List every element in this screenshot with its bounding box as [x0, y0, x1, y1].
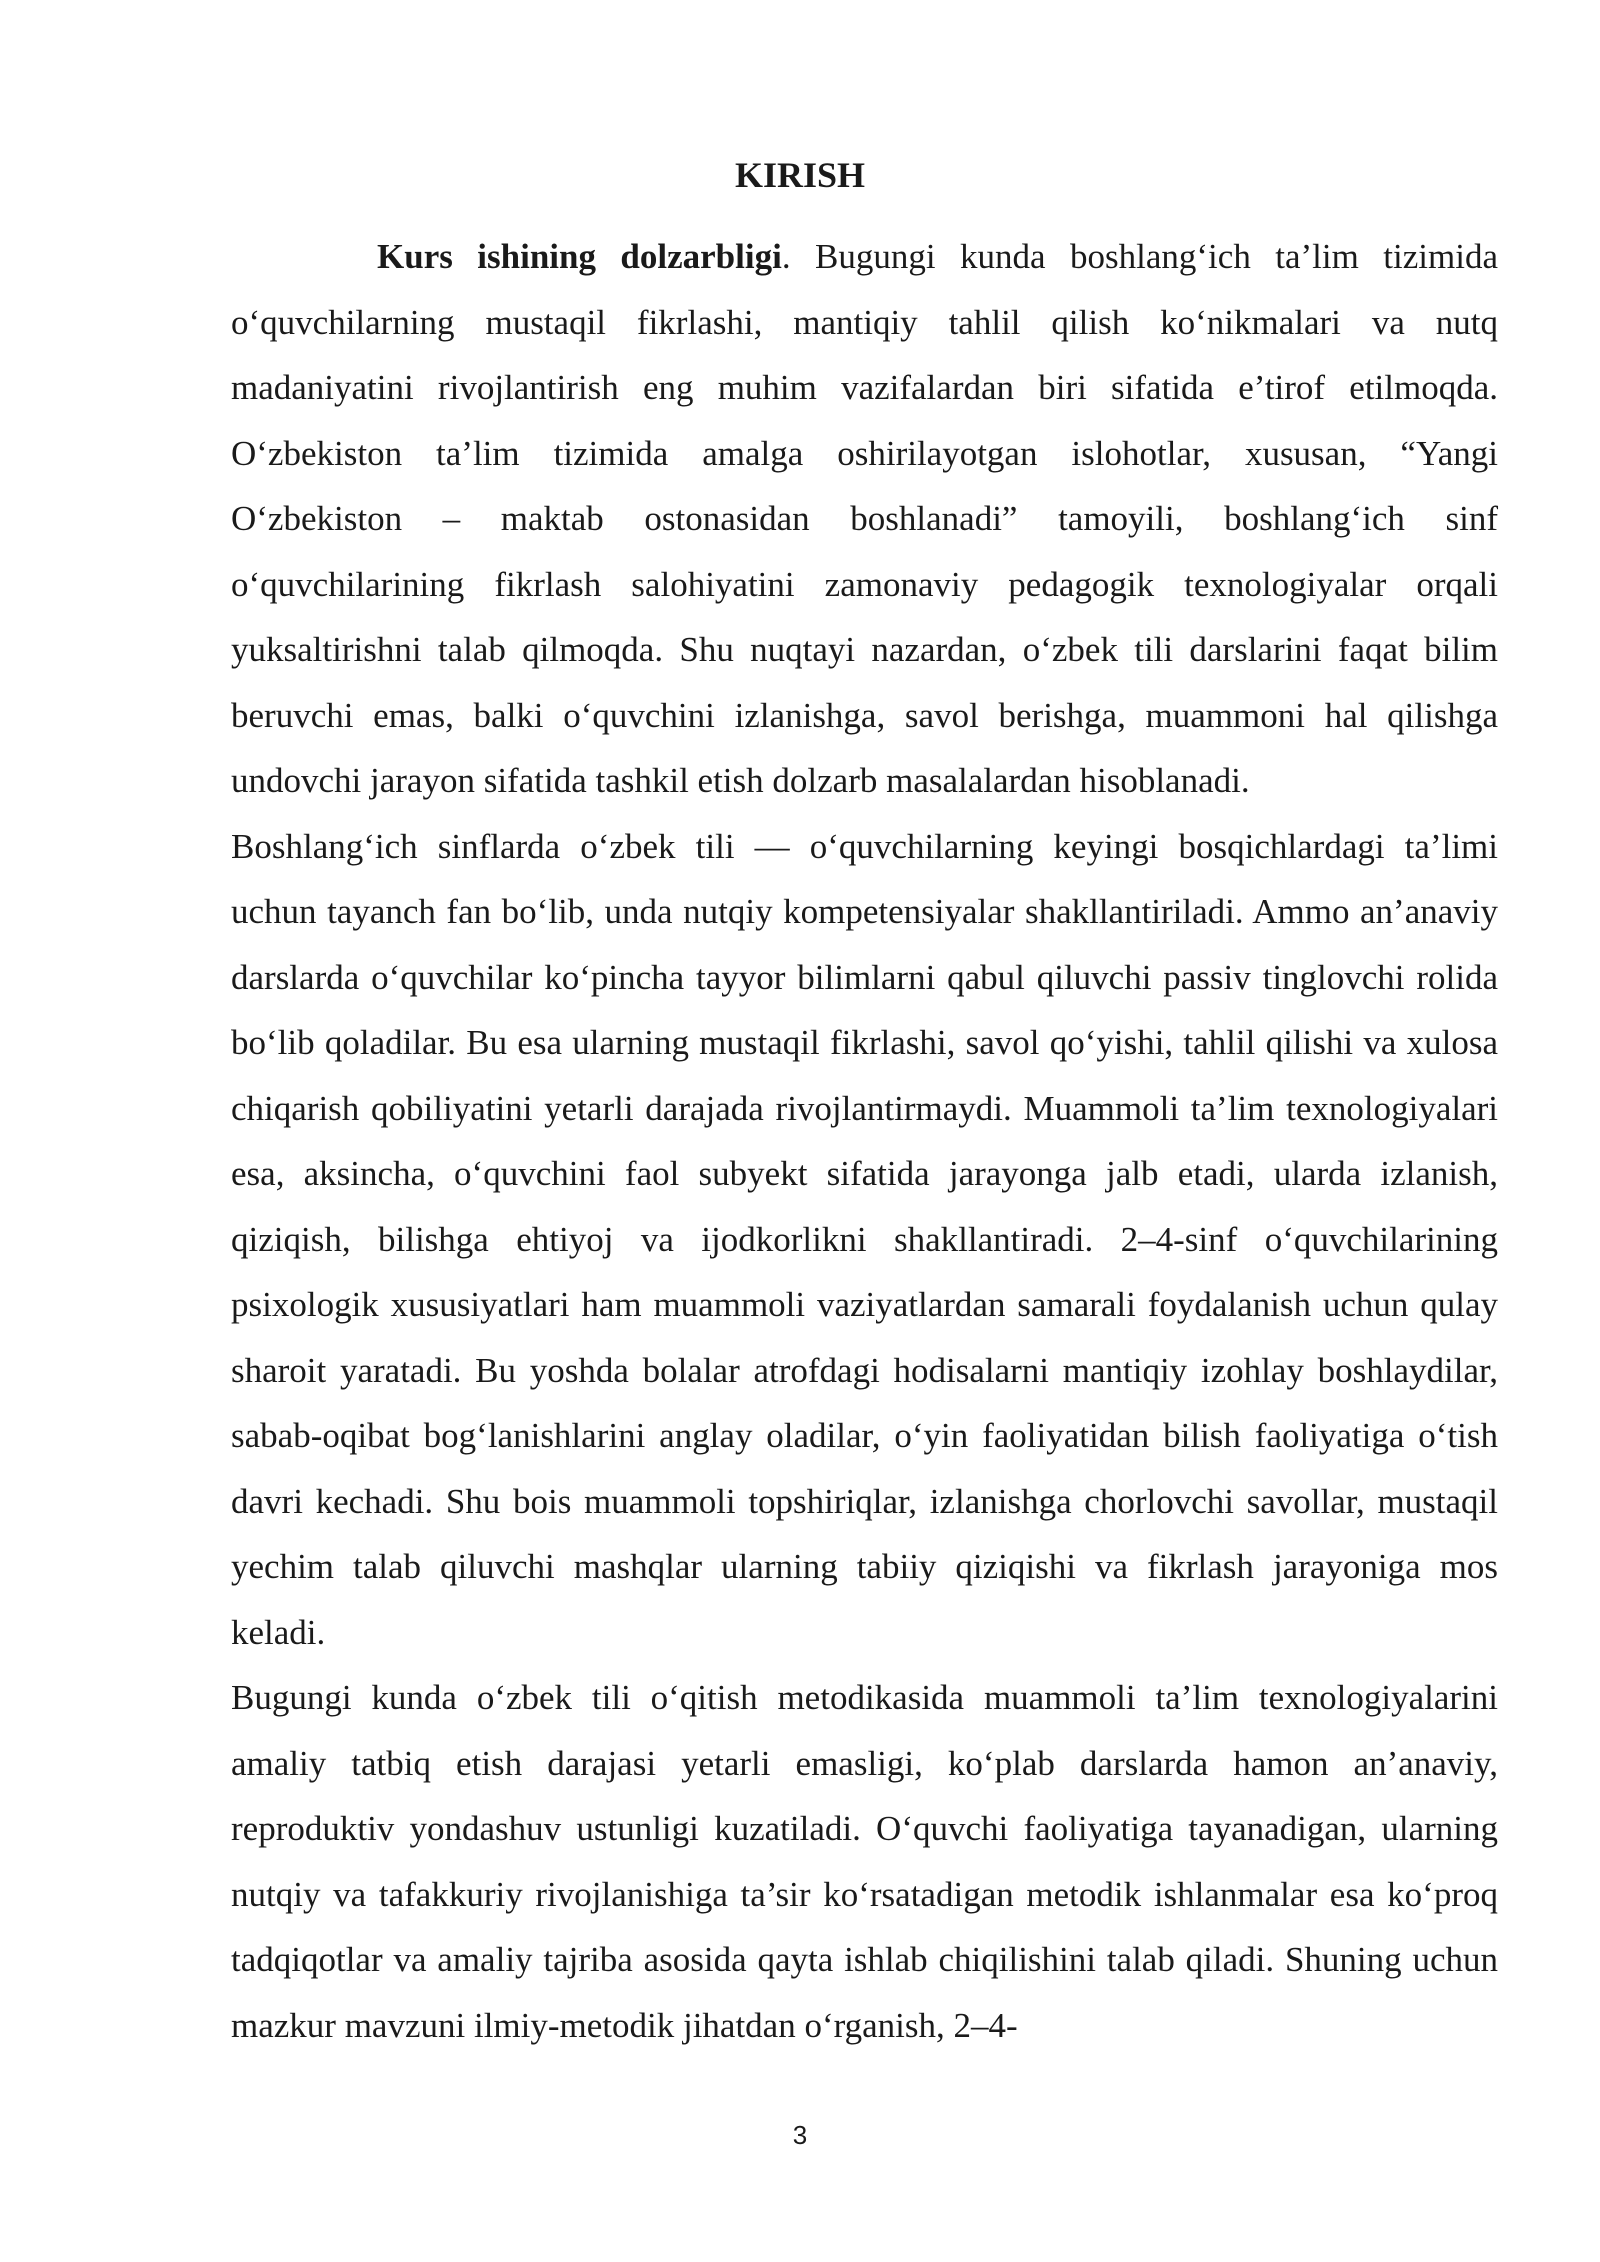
paragraph-primary-classes: Boshlang‘ich sinflarda o‘zbek tili — o‘quvchilarning keyingi bosqichlardagi ta’limi uchun tayanch fan bo‘lib, unda nutqiy kompetensiyalar shakllantiriladi. Ammo an’anaviy darslarda o‘quvchilar ko‘pincha tayyor bilimlarni qabul qiluvchi passiv tinglovchi rolida bo‘lib qoladilar. Bu esa ularning mustaqil fikrlashi, savol qo‘yishi, tahlil qilishi va xulosa chiqarish qobiliyatini yetarli darajada rivojlantirmaydi. Muammoli ta’lim texnologiyalari esa, aksincha, o‘quvchini faol subyekt sifatida jarayonga jalb etadi, ularda izlanish, qiziqish, bilishga ehtiyoj va ijodkorlikni shakllantiradi. 2–4-sinf o‘quvchilarining psixologik xususiyatlari ham muammoli vaziyatlardan samarali foydalanish uchun qulay sharoit yaratadi. Bu yoshda bolalar atrofdagi hodisalarni mantiqiy izohlay boshlaydilar, sabab-oqibat bog‘lanishlarini anglay oladilar, o‘yin faoliyatidan bilish faoliyatiga o‘tish davri kechadi. Shu bois muammoli topshiriqlar, izlanishga chorlovchi savollar, mustaqil yechim talab qiluvchi mashqlar ularning tabiiy qiziqishi va fikrlash jarayoniga mos keladi.	[231, 826, 1498, 1652]
paragraph-lead: Kurs ishining dolzarbligi	[377, 237, 782, 276]
page-number: 3	[792, 2120, 808, 2150]
body-text	[231, 224, 1498, 2058]
paragraph-text: . Bugungi kunda boshlang‘ich ta’lim tizimida o‘quvchilarning mustaqil fikrlashi, mantiqiy tahlil qilish ko‘nikmalari va nutq madaniyatini rivojlantirish eng muhim vazifalardan biri sifatida e’tirof etilmoqda. O‘zbekiston ta’lim tizimida amalga oshirilayotgan islohotlar, xususan, “Yangi O‘zbekiston – maktab ostonasidan boshlanadi” tamoyili, boshlang‘ich sinf o‘quvchilarining fikrlash salohiyatini zamonaviy pedagogik texnologiyalar orqali yuksaltirishni talab qilmoqda. Shu nuqtayi nazardan, o‘zbek tili darslarini faqat bilim beruvchi emas, balki o‘quvchini izlanishga, savol berishga, muammoni hal qilishga undovchi jarayon sifatida tashkil etish dolzarb masalalardan hisoblanadi.	[231, 237, 1498, 800]
paragraph-relevance	[231, 224, 1498, 814]
paragraph-methodology: Bugungi kunda o‘zbek tili o‘qitish metodikasida muammoli ta’lim texnologiyalarini amaliy tatbiq etish darajasi yetarli emasligi, ko‘plab darslarda hamon an’anaviy, reproduktiv yondashuv ustunligi kuzatiladi. O‘quvchi faoliyatiga tayanadigan, ularning nutqiy va tafakkuriy rivojlanishiga ta’sir ko‘rsatadigan metodik ishlanmalar esa ko‘proq tadqiqotlar va amaliy tajriba asosida qayta ishlab chiqilishini talab qiladi. Shuning uchun mazkur mavzuni ilmiy-metodik jihatdan o‘rganish, 2–4-	[231, 1678, 1498, 2045]
page-title: KIRISH	[734, 155, 866, 195]
